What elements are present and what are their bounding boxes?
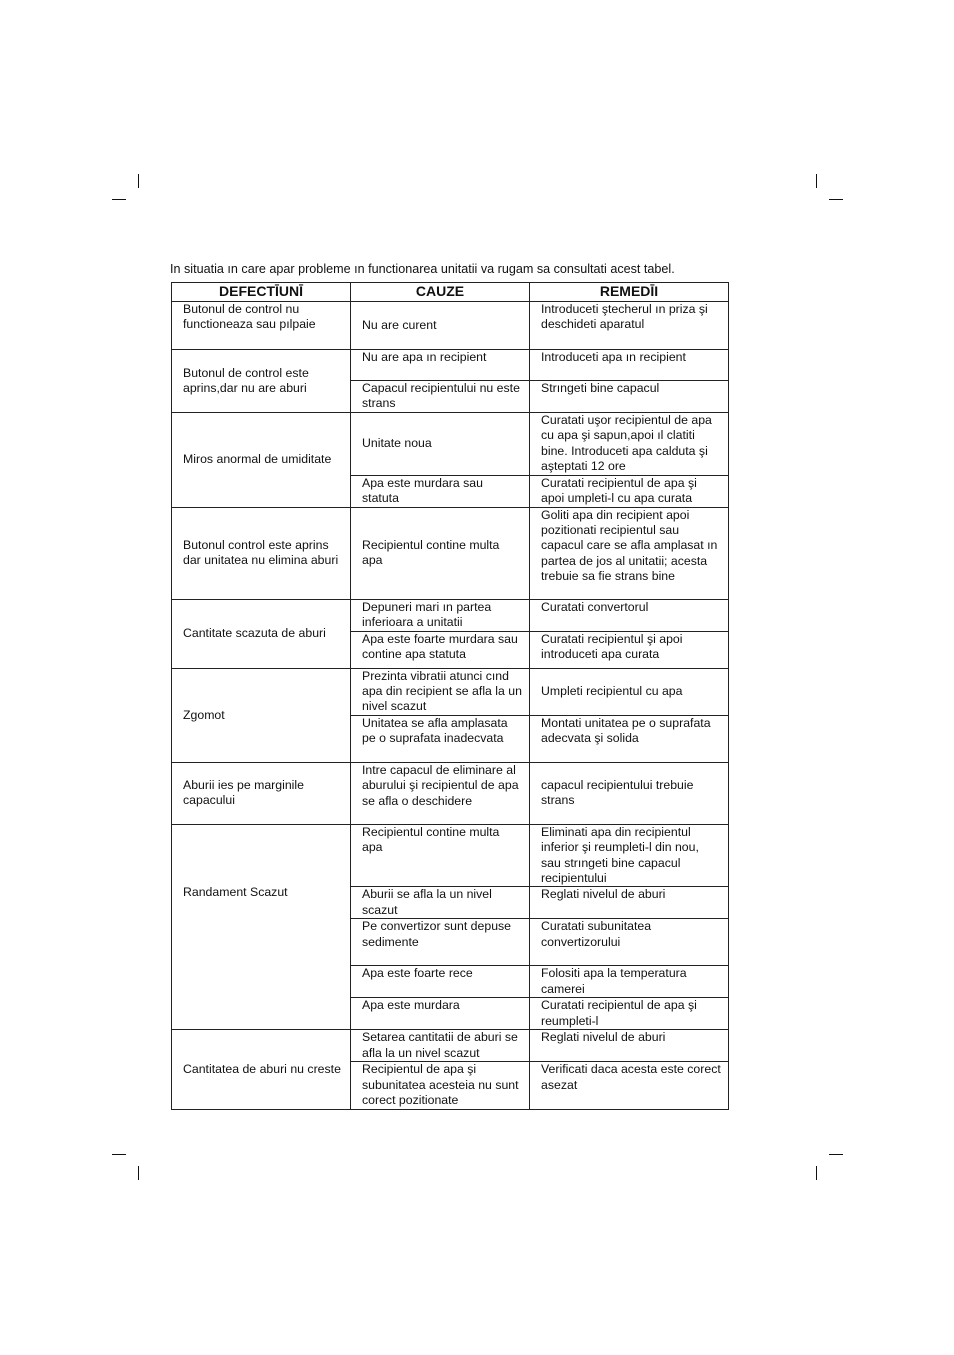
header-causes: CAUZE <box>351 283 530 302</box>
remedy-cell: Curatati uşor recipientul de apa cu apa şi sapun,apoi ıl clatiti bine. Introduceti apa calduta şi aşteptati 12 ore <box>530 413 729 476</box>
cause-cell: Setarea cantitatii de aburi se afla la un nivel scazut <box>351 1030 530 1062</box>
cause-cell: Prezinta vibratii atunci cınd apa din recipient se afla la un nivel scazut <box>351 668 530 715</box>
defect-cell: Butonul de control este aprins,dar nu are aburi <box>172 350 351 413</box>
remedy-cell: Curatati subunitatea convertizorului <box>530 919 729 966</box>
table-header-row <box>172 283 729 302</box>
remedy-cell: Montati unitatea pe o suprafata adecvata şi solida <box>530 715 729 762</box>
defect-cell: Aburii ies pe marginile capacului <box>172 762 351 824</box>
cause-cell: Unitate noua <box>351 413 530 476</box>
cause-cell: Apa este murdara <box>351 998 530 1030</box>
remedy-cell: Strıngeti bine capacul <box>530 381 729 413</box>
table-row <box>172 824 729 887</box>
defect-cell: Zgomot <box>172 668 351 762</box>
crop-mark <box>138 174 139 188</box>
table-row <box>172 1030 729 1062</box>
crop-mark <box>112 199 126 200</box>
remedy-cell: Curatati convertorul <box>530 599 729 631</box>
cause-cell: Aburii se afla la un nivel scazut <box>351 887 530 919</box>
header-remedies: REMEDĪI <box>530 283 729 302</box>
defect-cell: Randament Scazut <box>172 824 351 1030</box>
remedy-cell: Curatati recipientul şi apoi introduceti apa curata <box>530 631 729 668</box>
header-defects: DEFECTĪUNĪ <box>172 283 351 302</box>
cause-cell: Apa este murdara sau statuta <box>351 475 530 507</box>
defect-cell: Cantitate scazuta de aburi <box>172 599 351 668</box>
cause-cell: Unitatea se afla amplasata pe o suprafata inadecvata <box>351 715 530 762</box>
remedy-cell: Curatati recipientul de apa şi apoi umpleti-l cu apa curata <box>530 475 729 507</box>
cause-cell: Nu are curent <box>351 302 530 350</box>
troubleshooting-table <box>171 282 729 1110</box>
cause-cell: Depuneri mari ın partea inferioara a unitatii <box>351 599 530 631</box>
remedy-cell: Introduceti ştecherul ın priza şi deschideti aparatul <box>530 302 729 350</box>
cause-cell: Pe convertizor sunt depuse sedimente <box>351 919 530 966</box>
remedy-cell: Curatati recipientul de apa şi reumpleti-l <box>530 998 729 1030</box>
table-row <box>172 350 729 381</box>
defect-cell: Cantitatea de aburi nu creste <box>172 1030 351 1109</box>
table-row <box>172 302 729 350</box>
cause-cell: Recipientul contine multa apa <box>351 824 530 887</box>
defect-cell: Miros anormal de umiditate <box>172 413 351 508</box>
table-row <box>172 507 729 599</box>
cause-cell: Apa este foarte rece <box>351 966 530 998</box>
remedy-cell: capacul recipientului trebuie strans <box>530 762 729 824</box>
cause-cell: Recipientul contine multa apa <box>351 507 530 599</box>
crop-mark <box>112 1154 126 1155</box>
remedy-cell: Eliminati apa din recipientul inferior şi reumpleti-l din nou, sau strıngeti bine capacul recipientului <box>530 824 729 887</box>
remedy-cell: Goliti apa din recipient apoi pozitionati recipientul sau capacul care se afla amplasat ın partea de jos al unitatii; acesta trebuie sa fie strans bine <box>530 507 729 599</box>
defect-cell: Butonul control este aprins dar unitatea nu elimina aburi <box>172 507 351 599</box>
table-row <box>172 413 729 476</box>
cause-cell: Nu are apa ın recipient <box>351 350 530 381</box>
cause-cell: Recipientul de apa şi subunitatea acesteia nu sunt corect pozitionate <box>351 1062 530 1109</box>
crop-mark <box>829 199 843 200</box>
remedy-cell: Introduceti apa ın recipient <box>530 350 729 381</box>
table-row <box>172 668 729 715</box>
crop-mark <box>816 1166 817 1180</box>
remedy-cell: Reglati nivelul de aburi <box>530 887 729 919</box>
cause-cell: Capacul recipientului nu este strans <box>351 381 530 413</box>
cause-cell: Intre capacul de eliminare al aburului şi recipientul de apa se afla o deschidere <box>351 762 530 824</box>
table-row <box>172 599 729 631</box>
remedy-cell: Verificati daca acesta este corect asezat <box>530 1062 729 1109</box>
remedy-cell: Reglati nivelul de aburi <box>530 1030 729 1062</box>
crop-mark <box>829 1154 843 1155</box>
remedy-cell: Folositi apa la temperatura camerei <box>530 966 729 998</box>
remedy-cell: Umpleti recipientul cu apa <box>530 668 729 715</box>
table-row <box>172 762 729 824</box>
cause-cell: Apa este foarte murdara sau contine apa statuta <box>351 631 530 668</box>
crop-mark <box>138 1166 139 1180</box>
crop-mark <box>816 174 817 188</box>
defect-cell: Butonul de control nu functioneaza sau pılpaie <box>172 302 351 350</box>
intro-text: In situatia ın care apar probleme ın functionarea unitatii va rugam sa consultati acest tabel. <box>170 262 675 276</box>
